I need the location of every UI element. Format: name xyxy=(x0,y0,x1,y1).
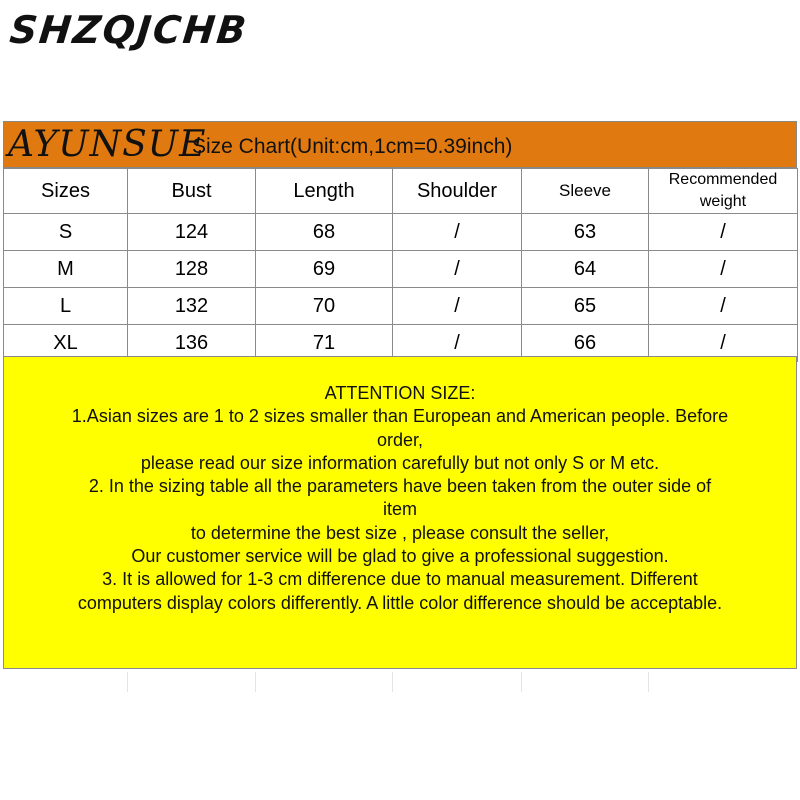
table-cell: S xyxy=(4,214,128,251)
table-cell: XL xyxy=(4,325,128,362)
table-cell: 136 xyxy=(128,325,256,362)
notice-line: to determine the best size , please consult the seller, xyxy=(190,522,610,543)
table-cell: / xyxy=(649,251,798,288)
table-row xyxy=(4,288,798,325)
table-cell: 69 xyxy=(256,251,393,288)
column-header-recommended-weight: Recommended weight xyxy=(649,169,798,214)
column-header-length: Length xyxy=(256,169,393,214)
notice-heading: ATTENTION SIZE: xyxy=(324,383,476,403)
table-cell: / xyxy=(649,214,798,251)
notice-line: 2. In the sizing table all the parameters have been taken from the outer side of xyxy=(88,476,712,497)
column-header-shoulder: Shoulder xyxy=(393,169,522,214)
table-cell: 70 xyxy=(256,288,393,325)
table-row xyxy=(4,251,798,288)
table-cell: / xyxy=(393,251,522,288)
table-cell: 65 xyxy=(522,288,649,325)
size-chart xyxy=(3,121,797,671)
attention-notice xyxy=(3,356,797,669)
grid-line xyxy=(521,672,522,692)
table-cell: / xyxy=(393,214,522,251)
table-cell: / xyxy=(649,325,798,362)
grid-line xyxy=(648,672,649,692)
table-row xyxy=(4,214,798,251)
chart-header xyxy=(3,121,797,168)
table-cell: / xyxy=(393,288,522,325)
table-cell: 132 xyxy=(128,288,256,325)
size-table xyxy=(3,168,798,362)
table-cell: 63 xyxy=(522,214,649,251)
grid-line xyxy=(392,672,393,692)
column-header-sleeve: Sleeve xyxy=(522,169,649,214)
column-header-sizes: Sizes xyxy=(4,169,128,214)
notice-line: order, xyxy=(376,429,424,450)
chart-title: Size Chart(Unit:cm,1cm=0.39inch) xyxy=(192,135,513,158)
notice-line: 3. It is allowed for 1-3 cm difference due to manual measurement. Different xyxy=(102,569,698,590)
table-cell: 68 xyxy=(256,214,393,251)
brand-logo: AYUNSUE xyxy=(8,124,207,165)
table-cell: M xyxy=(4,251,128,288)
table-cell: / xyxy=(649,288,798,325)
notice-line: computers display colors differently. A little color difference should be acceptable. xyxy=(77,592,723,613)
notice-line: Our customer service will be glad to give a professional suggestion. xyxy=(131,546,669,567)
store-watermark: SHZQJCHB xyxy=(7,8,251,52)
notice-line: please read our size information carefully but not only S or M etc. xyxy=(140,452,660,473)
table-cell: L xyxy=(4,288,128,325)
column-header-bust: Bust xyxy=(128,169,256,214)
grid-line xyxy=(127,672,128,692)
table-cell: 71 xyxy=(256,325,393,362)
table-cell: 64 xyxy=(522,251,649,288)
grid-line xyxy=(255,672,256,692)
table-cell: 66 xyxy=(522,325,649,362)
table-header-row xyxy=(4,169,798,214)
table-cell: 128 xyxy=(128,251,256,288)
notice-line: item xyxy=(382,499,417,520)
table-cell: 124 xyxy=(128,214,256,251)
table-cell: / xyxy=(393,325,522,362)
notice-line: 1.Asian sizes are 1 to 2 sizes smaller than European and American people. Before xyxy=(71,406,729,427)
